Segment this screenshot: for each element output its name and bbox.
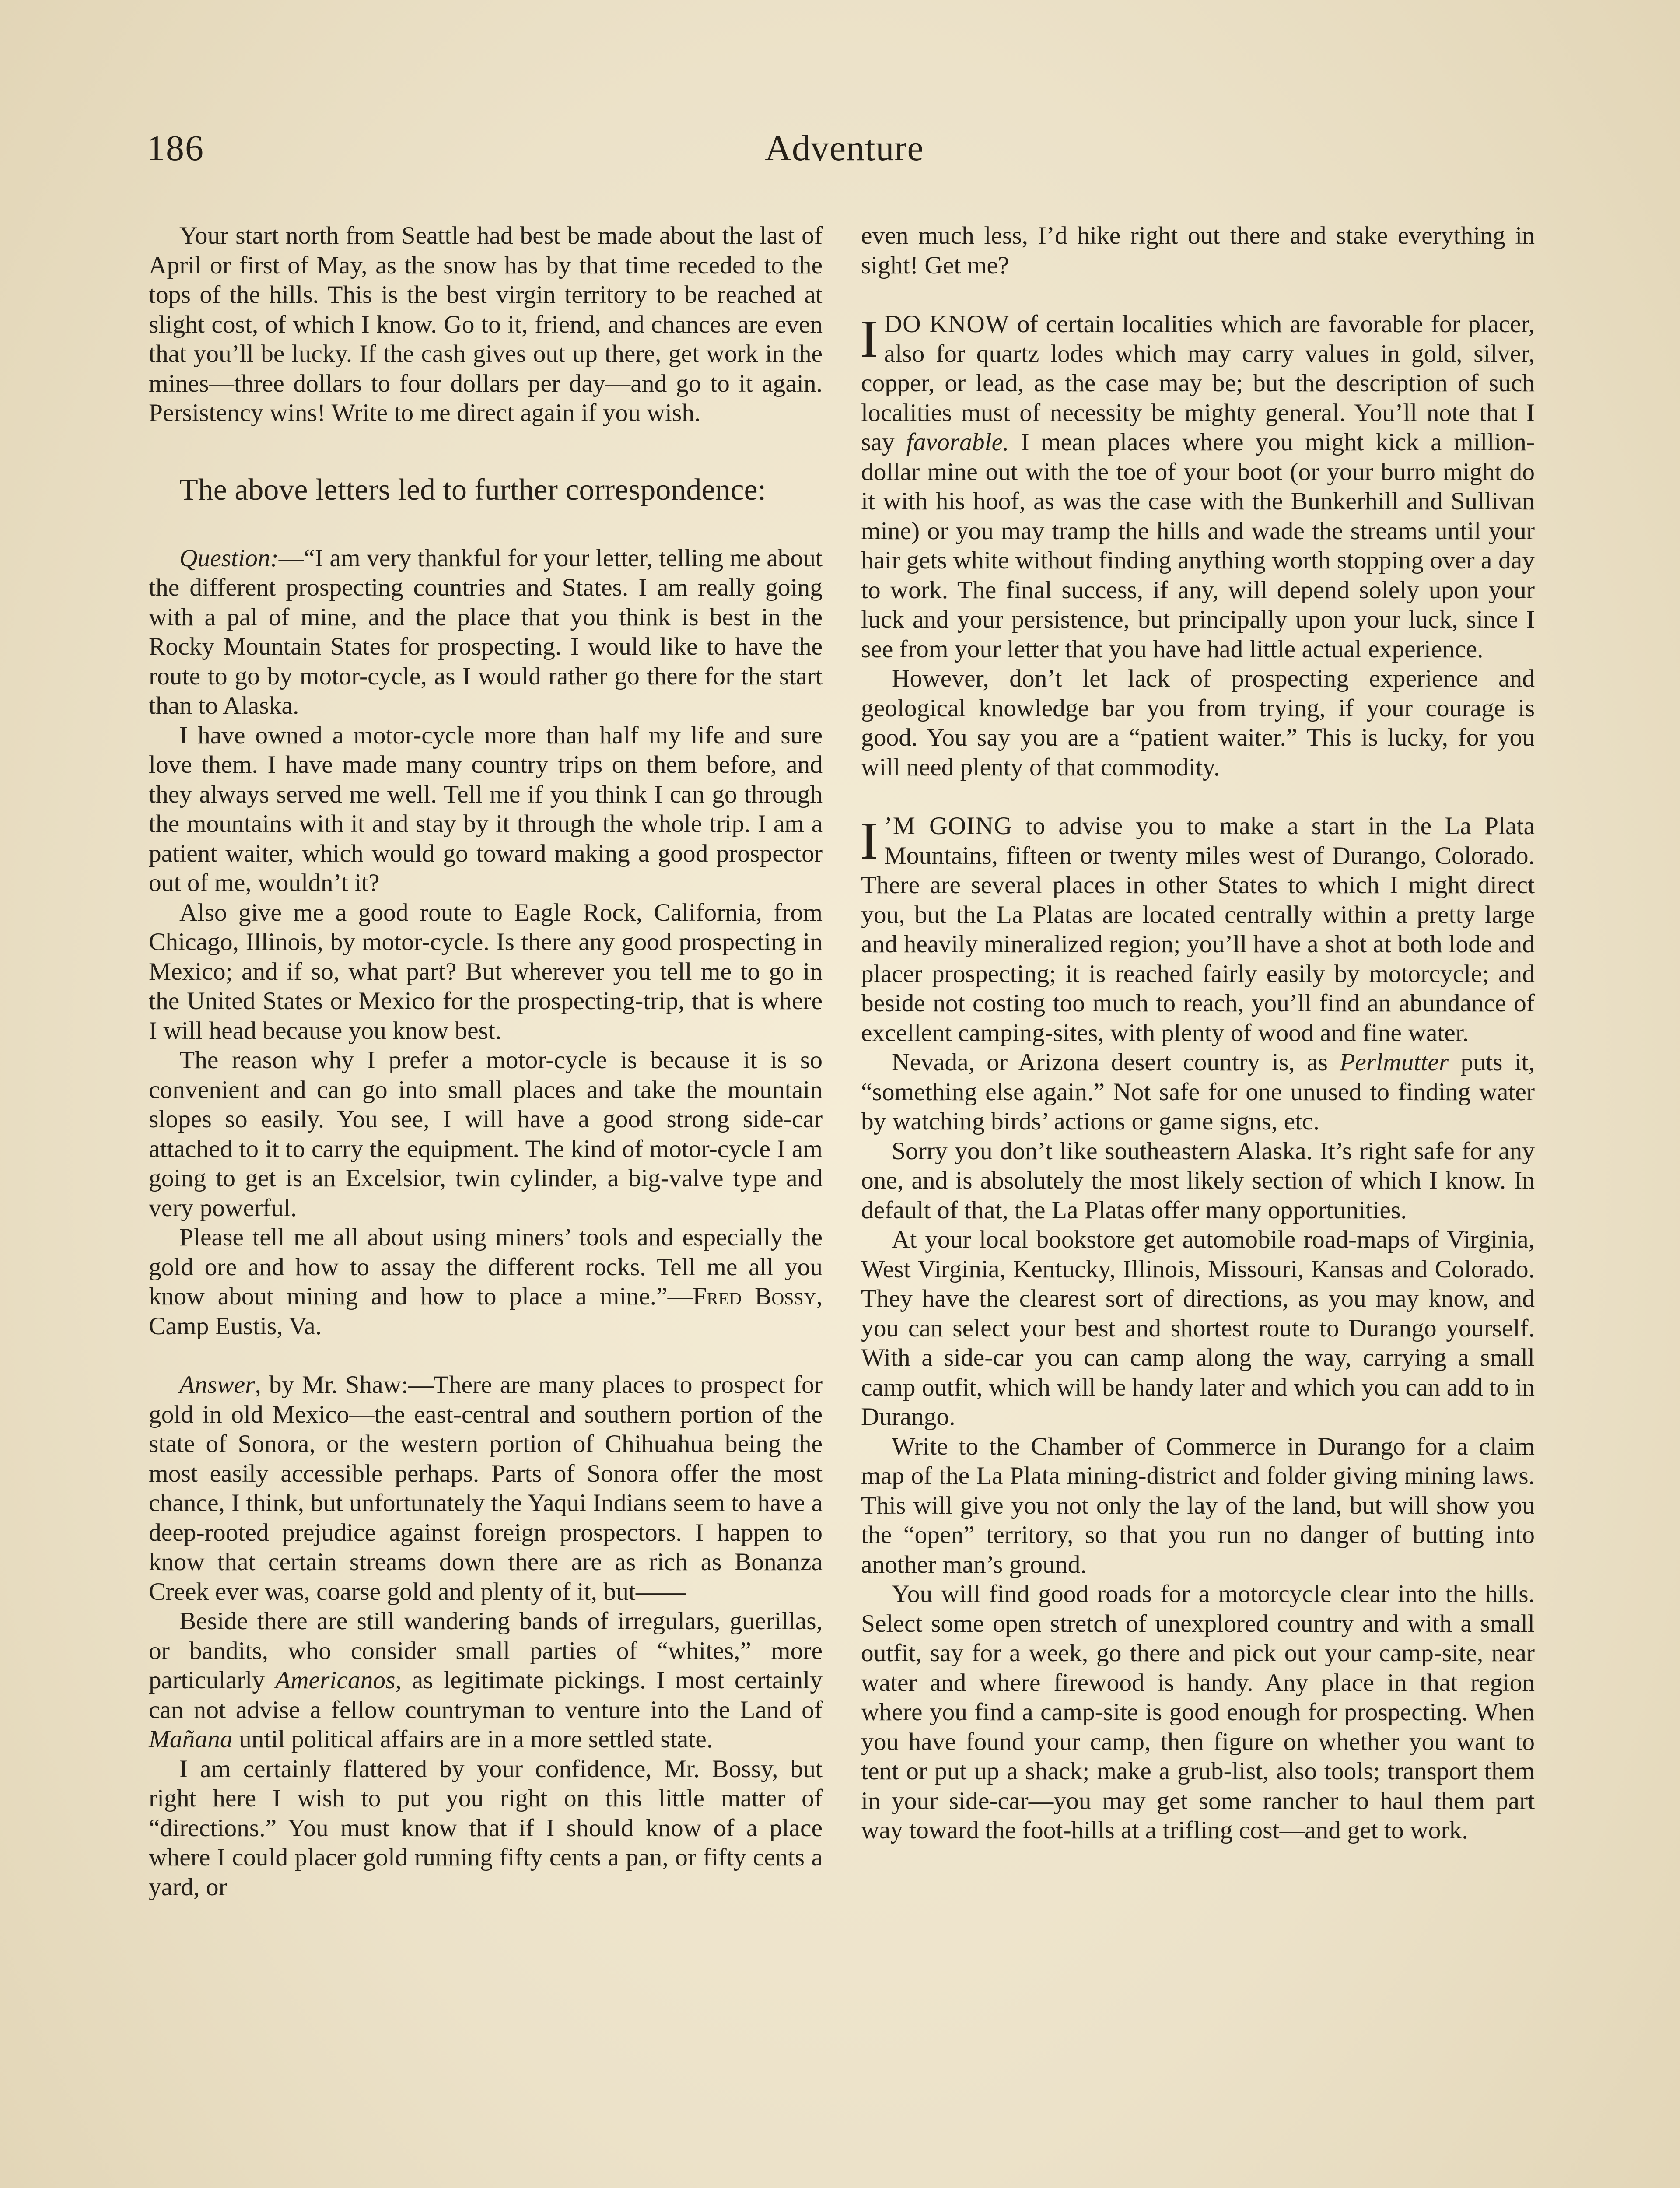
paragraph: Your start north from Seattle had best be made about the last of April or first of May, as the snow has by that time receded to the tops of the hills. This is the best virgin territory to be reached at slight cost, of which I know. Go to it, friend, and chances are even that you’ll be lucky. If the cash gives out up there, get work in the mines—three dollars to four dollars per day—and go to it again. Persistency wins! Write to me direct again if you wish. bbox=[149, 222, 822, 427]
text-span: I mean places where you might kick a million-dollar mine out with the toe of your boot (or your burro might do it with his hoof, as was the case with the Bunkerhill and Sullivan mine) or you may tramp the hills and wade the streams until your hair gets white without finding anything worth stopping over a day to work. The final success, if any, will depend solely upon your luck and your persistence, but principally upon your luck, since I see from your letter that you have had little actual experience. bbox=[861, 428, 1535, 663]
emphasis: favorable. bbox=[906, 428, 1009, 456]
question-text: Please tell me all about using miners’ tools and especially the gold ore and how to assay the different rocks. Tell me all you know about mining and how to place a mine.”— bbox=[149, 1224, 822, 1310]
section-heading: The above letters led to further correspondence: bbox=[179, 473, 766, 507]
paragraph: Write to the Chamber of Commerce in Durango for a claim map of the La Plata mining-district and folder giving mining laws. This will give you not only the lay of the land, but will show you the “open” territory, so that you run no danger of butting into another man’s ground. bbox=[861, 1432, 1535, 1578]
question-text: —“I am very thankful for your letter, telling me about the different prospecting countries and States. I am really going with a pal of mine, and the place that you think is best in the Rocky Mountain States for prospecting. I would like to have the route to go by motor-cycle, as I would rather go there for the start than to Alaska. bbox=[149, 544, 822, 719]
paragraph: The reason why I prefer a motor-cycle is because it is so convenient and can go into small places and take the mountain slopes so easily. You see, I will have a good strong side-car attached to it to carry the equipment. The kind of motor-cycle I am going to get is an Excelsior, twin cylinder, a big-valve type and very powerful. bbox=[149, 1046, 822, 1222]
left-column bbox=[149, 221, 822, 1902]
lead-in: ’M GOING bbox=[884, 812, 1013, 840]
paragraph bbox=[149, 1606, 822, 1754]
text-span: of certain localities which are favorable for placer, also for quartz lodes which may carry values in gold, silver, copper, or lead, as the case may be; but the description of such localities must of necessity be mighty general. You’ll note that I say bbox=[861, 310, 1535, 456]
answer-label: Answer bbox=[179, 1371, 255, 1399]
lead-in: DO KNOW bbox=[884, 310, 1010, 338]
right-column bbox=[861, 221, 1535, 1845]
emphasis: Perlmutter bbox=[1340, 1048, 1449, 1076]
question-label: Question: bbox=[179, 544, 279, 572]
dropcap-paragraph bbox=[861, 811, 1535, 1048]
paragraph: Sorry you don’t like southeastern Alaska. It’s right safe for any one, and is absolutely the most likely section of which I know. In default of that, the La Platas offer many opportunities. bbox=[861, 1137, 1535, 1224]
text-span: until political affairs are in a more settled state. bbox=[232, 1725, 713, 1753]
emphasis: Mañana bbox=[149, 1725, 233, 1753]
paragraph: However, don’t let lack of prospecting experience and geological knowledge bar you from trying, if your courage is good. You say you are a “patient waiter.” This is lucky, for you will need plenty of that commodity. bbox=[861, 665, 1535, 781]
page-number: 186 bbox=[147, 128, 204, 168]
running-title: Adventure bbox=[765, 128, 924, 168]
text-span: , as legitimate pickings. I most certainly can not advise a fellow countryman to venture into the Land of bbox=[149, 1666, 822, 1724]
signature-place: , Camp Eustis, Va. bbox=[149, 1283, 822, 1340]
paragraph: You will find good roads for a motorcycle clear into the hills. Select some open stretch of unexplored country and with a small outfit, say for a week, go there and pick out your camp-site, near water and where firewood is handy. Any place in that region where you find a camp-site is good enough for prospecting. When you have found your camp, then figure on whether you want to tent or put up a shack; make a grub-list, also tools; transport them in your side-car—you may get some rancher to haul them part way toward the foot-hills at a trifling cost—and get to work. bbox=[861, 1580, 1535, 1844]
text-span: puts it, “something else again.” Not safe for one unused to finding water by watching birds’ actions or game signs, etc. bbox=[861, 1048, 1535, 1135]
signature-name: Fred Bossy bbox=[693, 1283, 816, 1310]
drop-cap: I bbox=[860, 309, 878, 368]
text-span: Nevada, or Arizona desert country is, as bbox=[892, 1048, 1340, 1076]
paragraph: I am certainly flattered by your confidence, Mr. Bossy, but right here I wish to put you right on this little matter of “directions.” You must know that if I should know of a place where I could placer gold running fifty cents a pan, or fifty cents a yard, or bbox=[149, 1755, 822, 1901]
paragraph: even much less, I’d hike right out there and stake everything in sight! Get me? bbox=[861, 222, 1535, 279]
text-span: Beside there are still wandering bands of irregulars, guerillas, or bandits, who consider small parties of “whites,” more particularly bbox=[149, 1607, 822, 1694]
dropcap-paragraph bbox=[861, 309, 1535, 664]
answer-paragraph bbox=[149, 1370, 822, 1606]
answer-text: , by Mr. Shaw:—There are many places to prospect for gold in old Mexico—the east-central and southern portion of the state of Sonora, or the western portion of Chihuahua being the most easily accessible perhaps. Parts of Sonora offer the most chance, I think, but unfortunately the Yaqui Indians seem to have a deep-rooted prejudice against foreign prospectors. I happen to know that certain streams down there are as rich as Bonanza Creek ever was, coarse gold and plenty of it, but—— bbox=[149, 1371, 822, 1606]
paragraph bbox=[861, 1048, 1535, 1136]
paragraph: I have owned a motor-cycle more than half my life and sure love them. I have made many country trips on them before, and they always served me well. Tell me if you think I can go through the mountains with it and stay by it through the whole trip. I am a patient waiter, which would go toward making a good prospector out of me, wouldn’t it? bbox=[149, 721, 822, 897]
question-closing-paragraph bbox=[149, 1223, 822, 1341]
text-span: to advise you to make a start in the La Plata Mountains, fifteen or twenty miles west of Durango, Colorado. There are several places in other States to which I might direct you, but the La Platas are located centrally within a pretty large and heavily mineralized region; you’ll have a shot at both lode and placer prospecting; it is reached fairly easily by motorcycle; and beside not costing too much to reach, you’ll find an abundance of excellent camping-sites, with plenty of wood and fine water. bbox=[861, 812, 1535, 1047]
question-paragraph bbox=[149, 543, 822, 721]
paragraph: Also give me a good route to Eagle Rock, California, from Chicago, Illinois, by motor-cycle. Is there any good prospecting in Mexico; and if so, what part? But wherever you tell me to go in the United States or Mexico for the prospecting-trip, that is where I will head because you know best. bbox=[149, 898, 822, 1045]
paragraph: At your local bookstore get automobile road-maps of Virginia, West Virginia, Kentucky, Illinois, Missouri, Kansas and Colorado. They have the clearest sort of directions, as you may know, and you can select your best and shortest route to Durango yourself. With a side-car you can camp along the way, carrying a small camp outfit, which will be handy later and which you can add to in Durango. bbox=[861, 1226, 1535, 1431]
emphasis: Americanos bbox=[275, 1666, 396, 1694]
page-header bbox=[147, 127, 1542, 188]
drop-cap: I bbox=[860, 811, 878, 870]
